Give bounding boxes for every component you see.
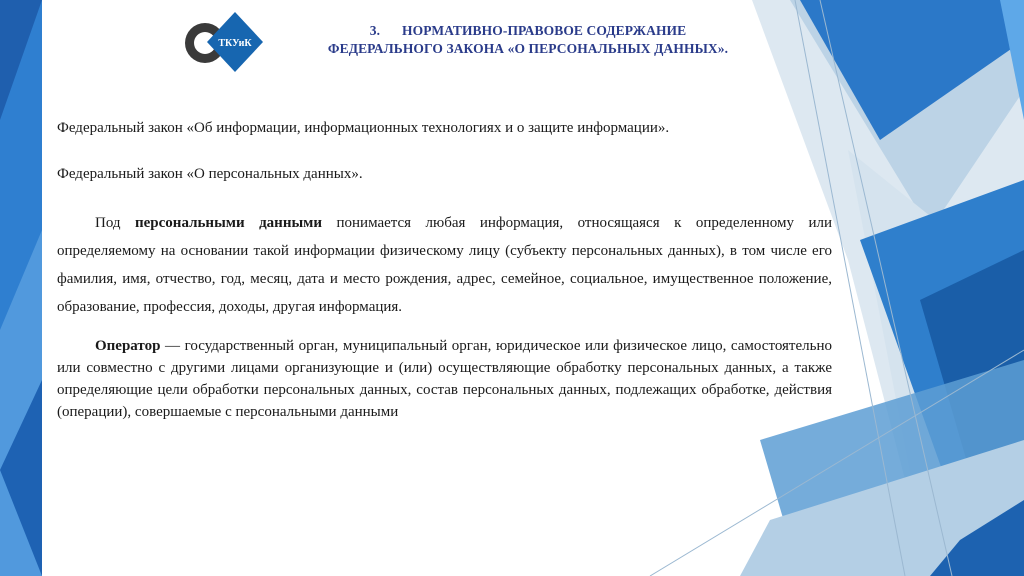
operator-term: Оператор: [95, 338, 161, 354]
slide-header: [268, 22, 788, 58]
header-title-line-1: НОРМАТИВНО-ПРАВОВОЕ СОДЕРЖАНИЕ: [402, 23, 687, 38]
pd-definition-text: понимается любая информация, относящаяся к определенному или определяемому на основании такой информации физическому лицу (субъекту персональных данных), в том числе его фамилия, имя, отчество, год, месяц, дата и место рождения, адрес, семейное, социальное, имущественное положение, образование, профессия, доходы, другая информация.: [57, 215, 832, 315]
logo: [183, 10, 263, 74]
pd-term: персональными данными: [135, 215, 323, 231]
pd-prefix: Под: [95, 215, 135, 231]
logo-text: ТКУиК: [218, 38, 252, 49]
header-title-line-2: ФЕДЕРАЛЬНОГО ЗАКОНА «О ПЕРСОНАЛЬНЫХ ДАННЫХ».: [327, 41, 729, 56]
operator-definition: [57, 335, 832, 423]
slide-body: [57, 117, 832, 423]
personal-data-definition: [57, 209, 832, 321]
section-number: 3.: [369, 23, 381, 38]
operator-definition-text: — государственный орган, муниципальный орган, юридическое или физическое лицо, самостоятельно или совместно с другими лицами организующие и (или) осуществляющие обработку персональных данных, а также определяющие цели обработки персональных данных, состав персональных данных, подлежащих обработке, действия (операции), совершаемые с персональными данными: [57, 338, 832, 420]
law-1-paragraph: Федеральный закон «Об информации, информационных технологиях и о защите информации».: [57, 120, 670, 136]
law-2-paragraph: Федеральный закон «О персональных данных».: [57, 166, 363, 182]
header-line-1: [268, 22, 788, 40]
